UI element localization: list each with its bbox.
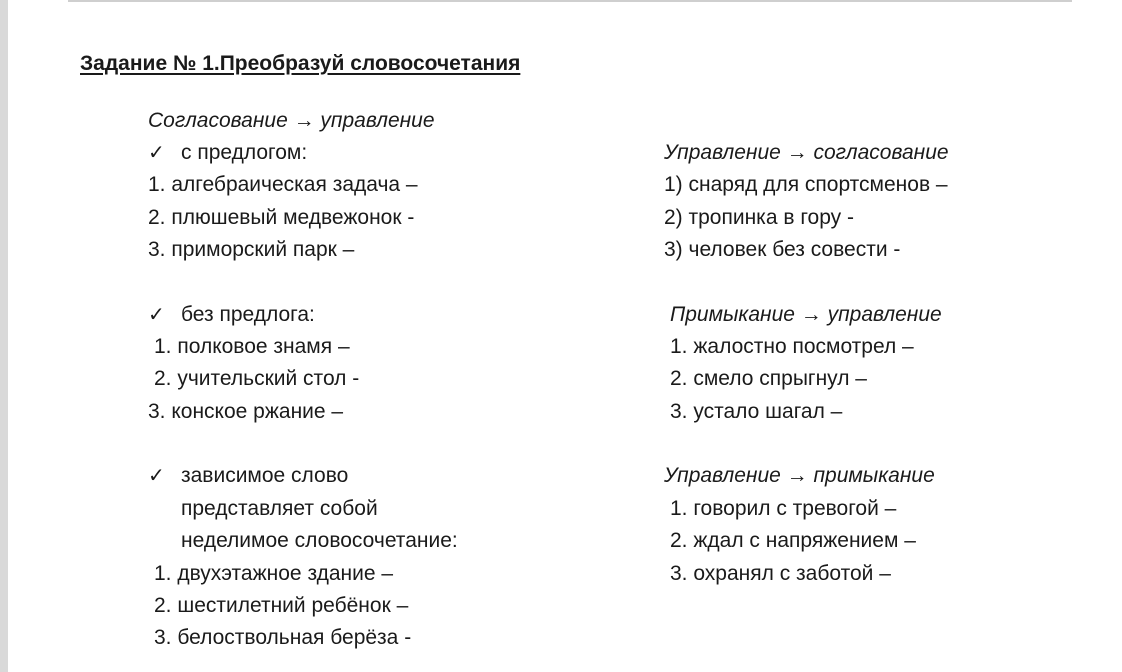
group3-label-line: неделимое словосочетание: — [181, 529, 458, 552]
list-item: 1) снаряд для спортсменов – — [664, 173, 948, 196]
list-item: 2. ждал с напряжением – — [670, 529, 916, 552]
list-item: 3. устало шагал – — [670, 400, 843, 423]
list-item: 1. двухэтажное здание – — [154, 562, 394, 585]
list-item: 2. шестилетний ребёнок – — [154, 594, 409, 617]
right-section2-heading: Примыкание → управление — [670, 303, 942, 326]
check-mark-icon: ✓ — [148, 142, 165, 164]
group2-label: без предлога: — [181, 303, 315, 326]
list-item: 3. конское ржание – — [148, 400, 344, 423]
group3-label-row — [148, 460, 348, 492]
left-heading: Согласование → управление — [148, 109, 435, 132]
list-item: 1. говорил с тревогой – — [670, 497, 897, 520]
list-item: 1. полковое знамя – — [154, 335, 350, 358]
page-left-edge — [0, 0, 8, 672]
right-section3-heading: Управление → примыкание — [664, 464, 935, 487]
group1-label: с предлогом: — [181, 141, 308, 164]
list-item: 1. жалостно посмотрел – — [670, 335, 914, 358]
check-mark-icon: ✓ — [148, 465, 165, 487]
list-item: 2. учительский стол - — [154, 367, 360, 390]
list-item: 2) тропинка в гору - — [664, 206, 854, 229]
right-section1-heading: Управление → согласование — [664, 141, 949, 164]
list-item: 2. смело спрыгнул – — [670, 367, 867, 390]
list-item: 3. приморский парк – — [148, 238, 355, 261]
list-item: 2. плюшевый медвежонок - — [148, 206, 415, 229]
group3-label-line: зависимое слово — [181, 464, 349, 487]
group2-label-row — [148, 299, 315, 331]
group3-label-line: представляет собой — [181, 497, 378, 520]
list-item: 3. белоствольная берёза - — [154, 626, 412, 649]
group1-label-row — [148, 137, 307, 169]
check-mark-icon: ✓ — [148, 304, 165, 326]
top-divider — [68, 0, 1072, 2]
page-title: Задание № 1.Преобразуй словосочетания — [80, 52, 521, 75]
list-item: 3. охранял с заботой – — [670, 562, 891, 585]
list-item: 1. алгебраическая задача – — [148, 173, 418, 196]
list-item: 3) человек без совести - — [664, 238, 901, 261]
